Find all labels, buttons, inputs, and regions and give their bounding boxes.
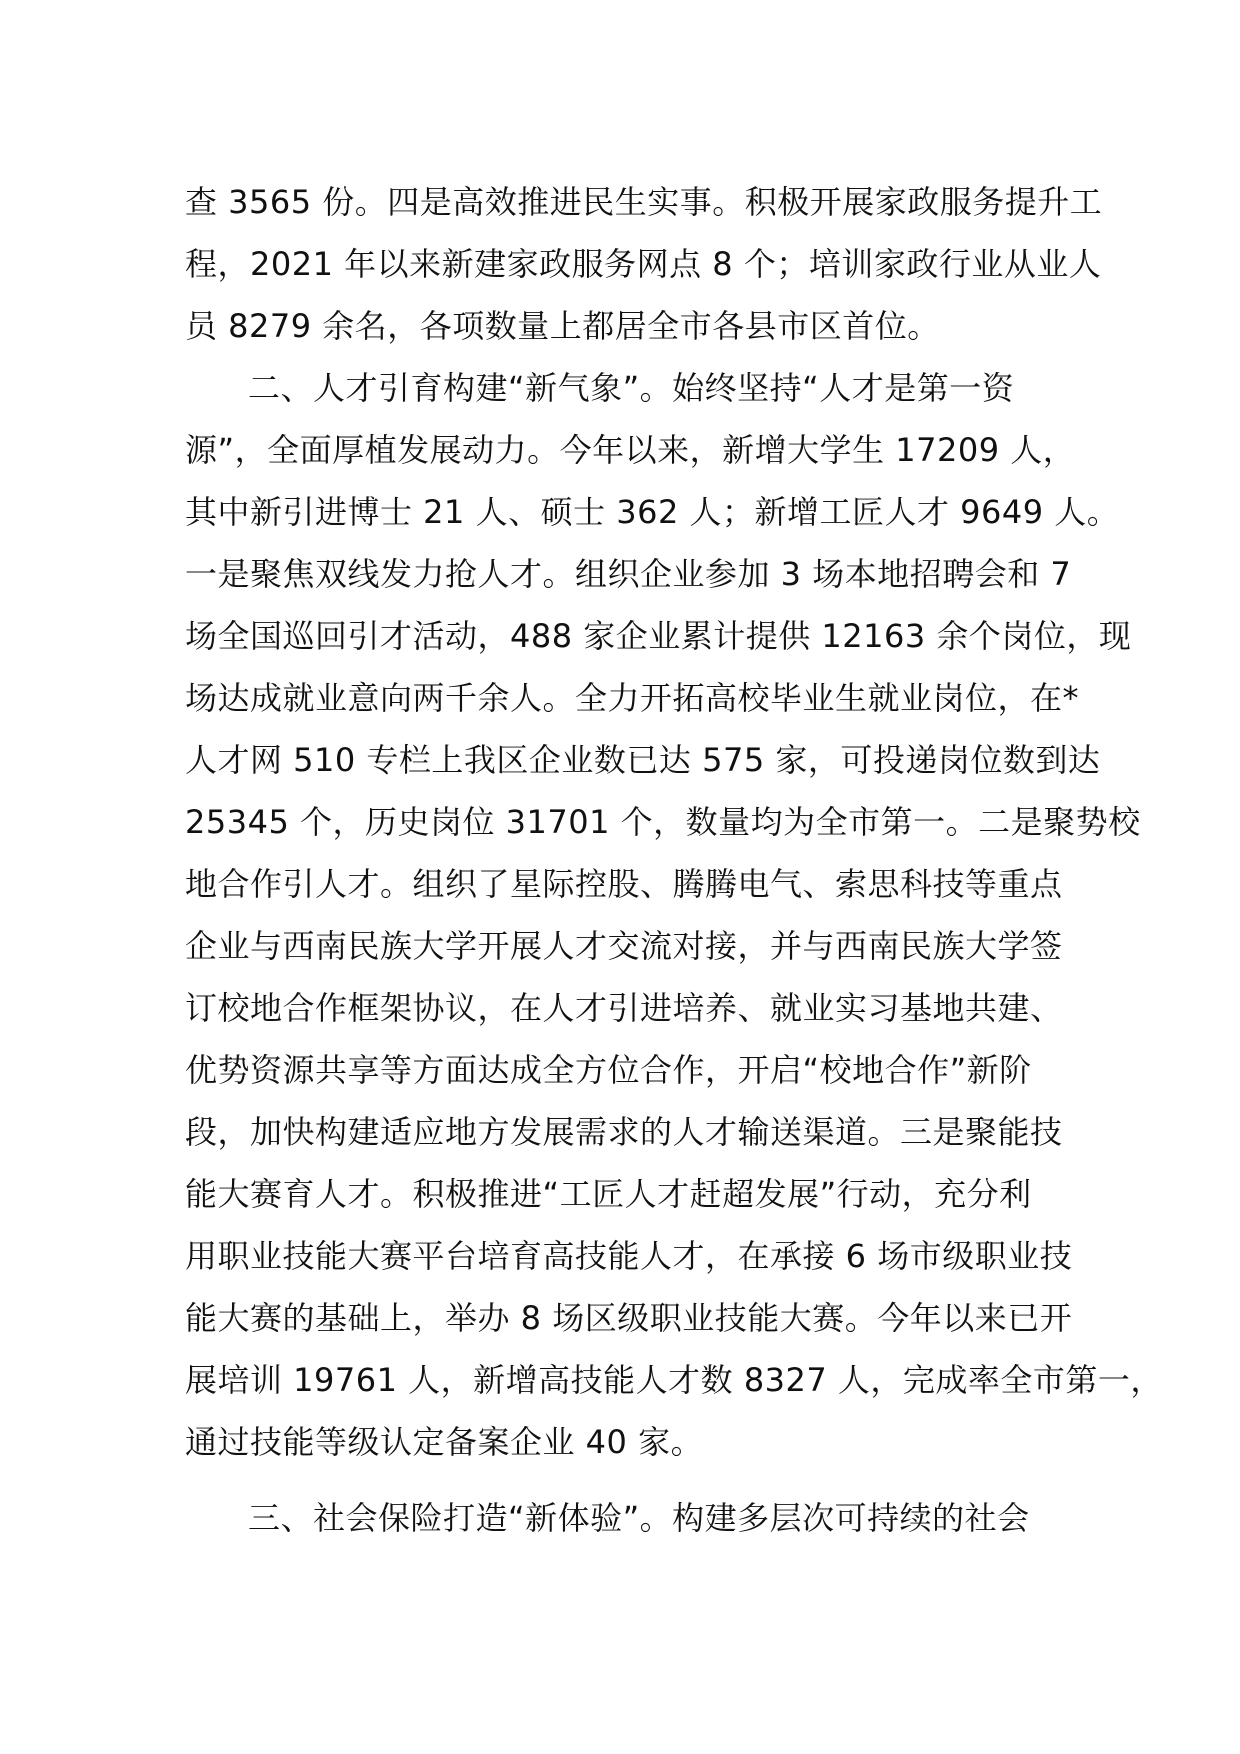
text-line: 程，2021 年以来新建家政服务网点 8 个；培训家政行业从业人 <box>185 245 1102 283</box>
text-line: 能大赛的基础上，举办 8 场区级职业技能大赛。今年以来已开 <box>185 1299 1073 1337</box>
text-line: 人才网 510 专栏上我区企业数已达 575 家，可投递岗位数到达 <box>185 741 1101 779</box>
text-line: 能大赛育人才。积极推进“工匠人才赶超发展”行动，充分利 <box>185 1175 1032 1213</box>
text-line: 员 8279 余名，各项数量上都居全市各县市区首位。 <box>185 307 940 345</box>
text-line: 一是聚焦双线发力抢人才。组织企业参加 3 场本地招聘会和 7 <box>185 555 1072 593</box>
text-line: 源”，全面厚植发展动力。今年以来，新增大学生 17209 人， <box>185 431 1076 469</box>
text-line: 段，加快构建适应地方发展需求的人才输送渠道。三是聚能技 <box>185 1113 1063 1151</box>
text-line: 场全国巡回引才活动，488 家企业累计提供 12163 余个岗位，现 <box>185 617 1132 655</box>
text-line: 其中新引进博士 21 人、硕士 362 人；新增工匠人才 9649 人。 <box>185 493 1120 531</box>
text-line: 查 3565 份。四是高效推进民生实事。积极开展家政服务提升工 <box>185 183 1103 221</box>
text-line: 企业与西南民族大学开展人才交流对接，并与西南民族大学签 <box>185 927 1063 965</box>
section-heading-line: 二、人才引育构建“新气象”。始终坚持“人才是第一资 <box>248 369 1015 407</box>
text-line: 通过技能等级认定备案企业 40 家。 <box>185 1423 704 1461</box>
text-line: 用职业技能大赛平台培育高技能人才，在承接 6 场市级职业技 <box>185 1237 1073 1275</box>
text-line: 场达成就业意向两千余人。全力开拓高校毕业生就业岗位，在* <box>185 679 1080 717</box>
text-line: 订校地合作框架协议，在人才引进培养、就业实习基地共建、 <box>185 989 1063 1027</box>
text-line: 优势资源共享等方面达成全方位合作，开启“校地合作”新阶 <box>185 1051 1032 1089</box>
text-line: 25345 个，历史岗位 31701 个，数量均为全市第一。二是聚势校 <box>185 803 1141 841</box>
text-line: 展培训 19761 人，新增高技能人才数 8327 人，完成率全市第一， <box>185 1361 1163 1399</box>
section-heading-line: 三、社会保险打造“新体验”。构建多层次可持续的社会 <box>248 1499 1030 1537</box>
text-line: 地合作引人才。组织了星际控股、腾腾电气、索思科技等重点 <box>185 865 1063 903</box>
